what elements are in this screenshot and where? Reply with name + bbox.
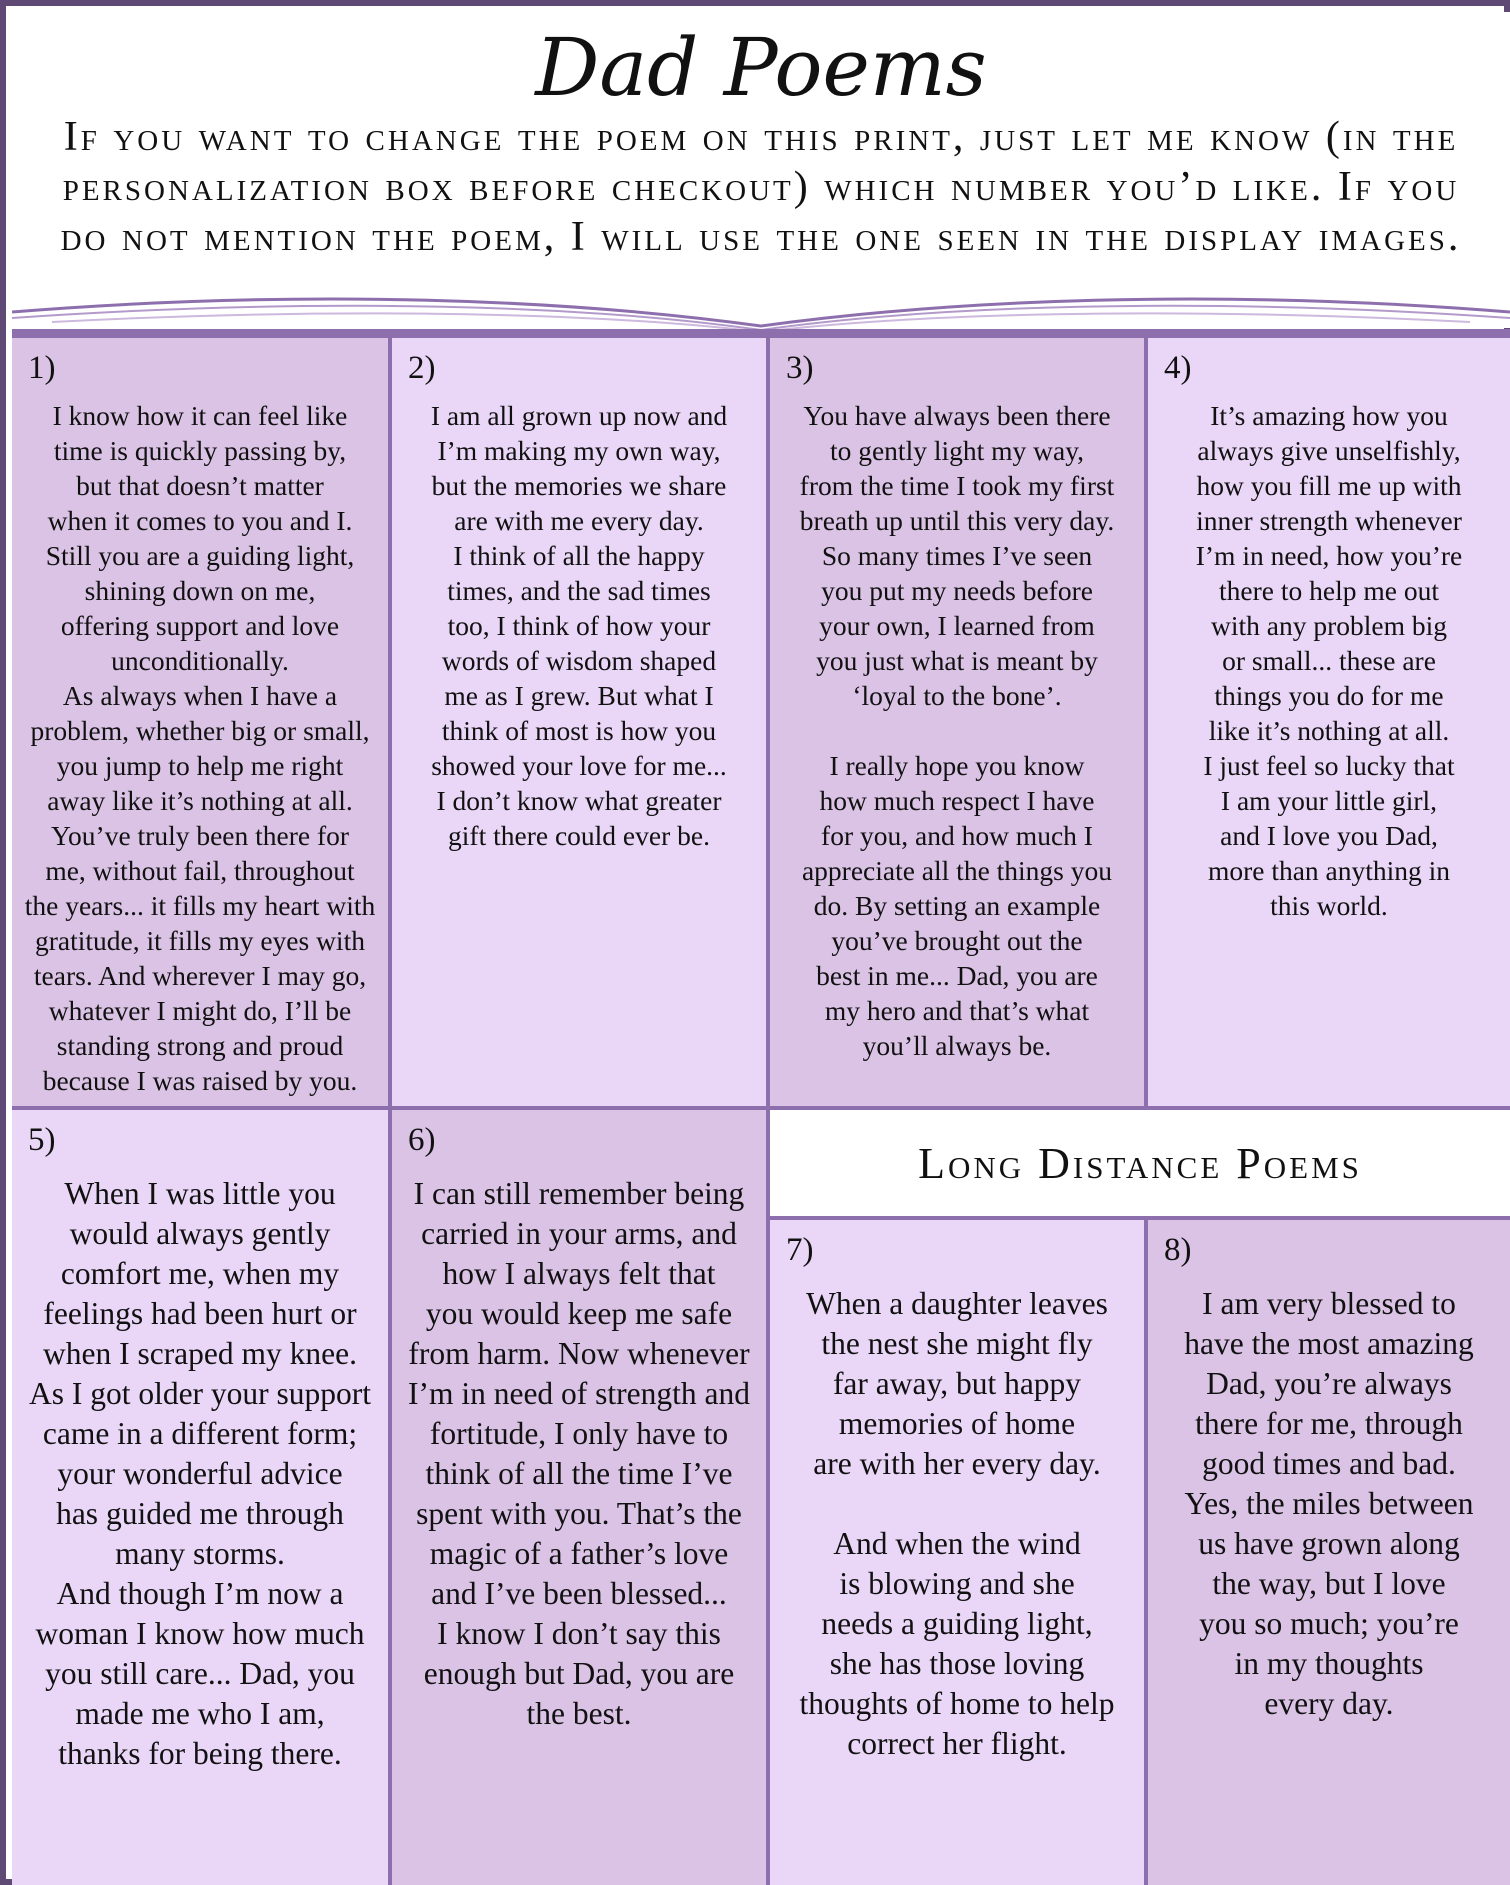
poem-card-8 <box>1148 1220 1510 1885</box>
poem-number: 2) <box>408 350 436 386</box>
poem-text: When a daughter leaves the nest she might fly far away, but happy memories of home are with her every day. And when the wind is blowing and she needs a guiding light, she has those loving thoughts of home to help correct her flight. <box>799 1286 1115 1761</box>
intro-text: If you want to change the poem on this print, just let me know (in the personalization box before checkout) which number you’d like. If you do not mention the poem, I will use the one seen in the display images. <box>60 114 1462 260</box>
poem-text: I am all grown up now and I’m making my own way, but the memories we share are with me every day. I think of all the happy times, and the sad times too, I think of how your words of wisdom shaped me as I grew. But what I think of most is how you showed your love for me... I don’t know what greater gift there could ever be. <box>430 400 728 851</box>
poem-text: I am very blessed to have the most amazing Dad, you’re always there for me, through good times and bad. Yes, the miles between us have grown along the way, but I love you so much; you’re in my thoughts every day. <box>1184 1286 1474 1721</box>
poem-card-3 <box>770 338 1144 1106</box>
poem-card-5 <box>12 1110 388 1885</box>
poem-card-2 <box>392 338 766 1106</box>
long-distance-heading: Long Distance Poems <box>770 1110 1510 1216</box>
poem-card-6 <box>392 1110 766 1885</box>
poem-number: 4) <box>1164 350 1192 386</box>
poem-number: 1) <box>28 350 56 386</box>
poem-number: 5) <box>28 1122 56 1158</box>
poem-card-7 <box>770 1220 1144 1885</box>
page-title: Dad Poems <box>535 21 987 114</box>
poem-text: It’s amazing how you always give unselfishly, how you fill me up with inner strength whenever I’m in need, how you’re there to help me out with any problem big or small... these are things you do for me like it’s nothing at all. I just feel so lucky that I am your little girl, and I love you Dad, more than anything in this world. <box>1195 400 1463 921</box>
poem-card-1 <box>12 338 388 1106</box>
poem-text: I know how it can feel like time is quickly passing by, but that doesn’t matter when it comes to you and I. Still you are a guiding light, shining down on me, offering support and love unconditionally. As always when I have a problem, whether big or small, you jump to help me right away like it’s nothing at all. You’ve truly been there for me, without fail, throughout the years... it fills my heart with gratitude, it fills my eyes with tears. And wherever I may go, whatever I might do, I’ll be standing strong and proud because I was raised by you. <box>24 400 376 1096</box>
poem-card-4 <box>1148 338 1510 1106</box>
poem-number: 3) <box>786 350 814 386</box>
poem-number: 6) <box>408 1122 436 1158</box>
poem-text: You have always been there to gently light my way, from the time I took my first breath up until this very day. So many times I’ve seen you put my needs before your own, I learned from you just what is meant by ‘loyal to the bone’. I really hope you know how much respect I have for you, and how much I appreciate all the things you do. By setting an example you’ve brought out the best in me... Dad, you are my hero and that’s what you’ll always be. <box>799 400 1115 1061</box>
poem-number: 8) <box>1164 1232 1192 1268</box>
header <box>12 12 1510 328</box>
poem-text: When I was little you would always gently comfort me, when my feelings had been hurt or when I scraped my knee. As I got older your support came in a different form; your wonderful advice has guided me through many storms. And though I’m now a woman I know how much you still care... Dad, you made me who I am, thanks for being there. <box>28 1176 372 1771</box>
poem-number: 7) <box>786 1232 814 1268</box>
poem-text: I can still remember being carried in your arms, and how I always felt that you would keep me safe from harm. Now whenever I’m in need of strength and fortitude, I only have to think of all the time I’ve spent with you. That’s the magic of a father’s love and I’ve been blessed... I know I don’t say this enough but Dad, you are the best. <box>407 1176 751 1731</box>
